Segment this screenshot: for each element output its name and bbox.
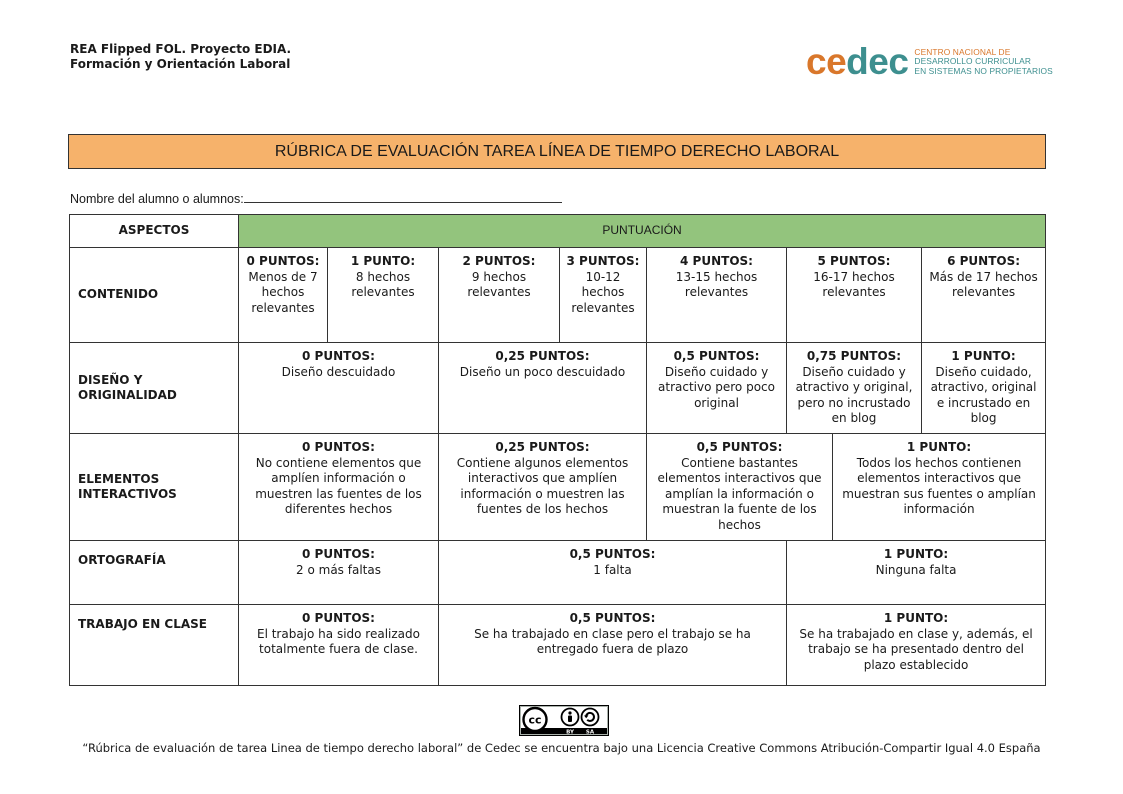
aspect-contenido: CONTENIDO [70,248,239,343]
cell-contenido-0: 0 PUNTOS: Menos de 7 hechos relevantes [239,248,328,343]
aspects-header: ASPECTOS [70,215,239,248]
cell-contenido-5: 5 PUNTOS: 16-17 hechos relevantes [787,248,922,343]
cell-elementos-1: 0,25 PUNTOS: Contiene algunos elementos interactivos que amplíen información o muestren las fuentes de los hechos [439,434,647,541]
header-row [70,215,1046,248]
cell-trabajo-1: 0,5 PUNTOS: Se ha trabajado en clase pero el trabajo se ha entregado fuera de plazo [439,605,787,686]
rubric-table [69,214,1046,686]
cell-diseno-0: 0 PUNTOS: Diseño descuidado [239,343,439,434]
subject-title: Formación y Orientación Laboral [70,57,291,71]
table-row-ortografia [70,541,1046,605]
cell-elementos-3: 1 PUNTO: Todos los hechos contienen elementos interactivos que muestran sus fuentes o amplían información [833,434,1046,541]
cell-diseno-3: 0,75 PUNTOS: Diseño cuidado y atractivo y original, pero no incrustado en blog [787,343,922,434]
cell-diseno-1: 0,25 PUNTOS: Diseño un poco descuidado [439,343,647,434]
cell-contenido-4: 4 PUNTOS: 13-15 hechos relevantes [647,248,787,343]
cc-by-sa-badge[interactable] [519,705,609,736]
document-header [70,42,291,72]
cell-contenido-2: 2 PUNTOS: 9 hechos relevantes [439,248,560,343]
table-row-trabajo [70,605,1046,686]
cell-diseno-2: 0,5 PUNTOS: Diseño cuidado y atractivo pero poco original [647,343,787,434]
cell-elementos-2: 0,5 PUNTOS: Contiene bastantes elementos interactivos que amplían la información o muestran la fuente de los hechos [647,434,833,541]
cell-ortografia-2: 1 PUNTO: Ninguna falta [787,541,1046,605]
cell-elementos-0: 0 PUNTOS: No contiene elementos que amplíen información o muestren las fuentes de los diferentes hechos [239,434,439,541]
aspect-diseno: DISEÑO Y ORIGINALIDAD [70,343,239,434]
svg-text:BY: BY [566,729,574,736]
aspect-elementos: ELEMENTOS INTERACTIVOS [70,434,239,541]
cell-ortografia-1: 0,5 PUNTOS: 1 falta [439,541,787,605]
table-row-diseno [70,343,1046,434]
rubric-title: RÚBRICA DE EVALUACIÓN TAREA LÍNEA DE TIEMPO DERECHO LABORAL [68,134,1046,169]
svg-text:cc: cc [528,713,542,727]
cell-contenido-1: 1 PUNTO: 8 hechos relevantes [328,248,439,343]
aspect-ortografia: ORTOGRAFÍA [70,541,239,605]
logo-subtitle: CENTRO NACIONAL DE DESARROLLO CURRICULAR EN SISTEMAS NO PROPIETARIOS [914,46,1053,76]
score-header: PUNTUACIÓN [239,215,1046,248]
logo-wordmark: cedec [806,41,909,82]
cell-contenido-6: 6 PUNTOS: Más de 17 hechos relevantes [922,248,1046,343]
project-title: REA Flipped FOL. Proyecto EDIA. [70,42,292,56]
license-footer: “Rúbrica de evaluación de tarea Linea de tiempo derecho laboral” de Cedec se encuentra bajo una Licencia Creative Commons Atribución-Compartir Igual 4.0 España [82,741,1041,755]
cell-trabajo-2: 1 PUNTO: Se ha trabajado en clase y, además, el trabajo se ha presentado dentro del plazo establecido [787,605,1046,686]
aspect-trabajo: TRABAJO EN CLASE [70,605,239,686]
table-row-contenido [70,248,1046,343]
cell-contenido-3: 3 PUNTOS: 10-12 hechos relevantes [560,248,647,343]
table-row-elementos [70,434,1046,541]
student-name-blank [244,190,562,203]
svg-text:SA: SA [585,729,595,736]
student-name-label: Nombre del alumno o alumnos: [70,192,244,206]
sa-share-alike-icon [582,709,599,726]
cell-ortografia-0: 0 PUNTOS: 2 o más faltas [239,541,439,605]
student-name-line [70,190,562,206]
cedec-logo [806,41,1053,82]
cell-trabajo-0: 0 PUNTOS: El trabajo ha sido realizado totalmente fuera de clase. [239,605,439,686]
cell-diseno-4: 1 PUNTO: Diseño cuidado, atractivo, original e incrustado en blog [922,343,1046,434]
